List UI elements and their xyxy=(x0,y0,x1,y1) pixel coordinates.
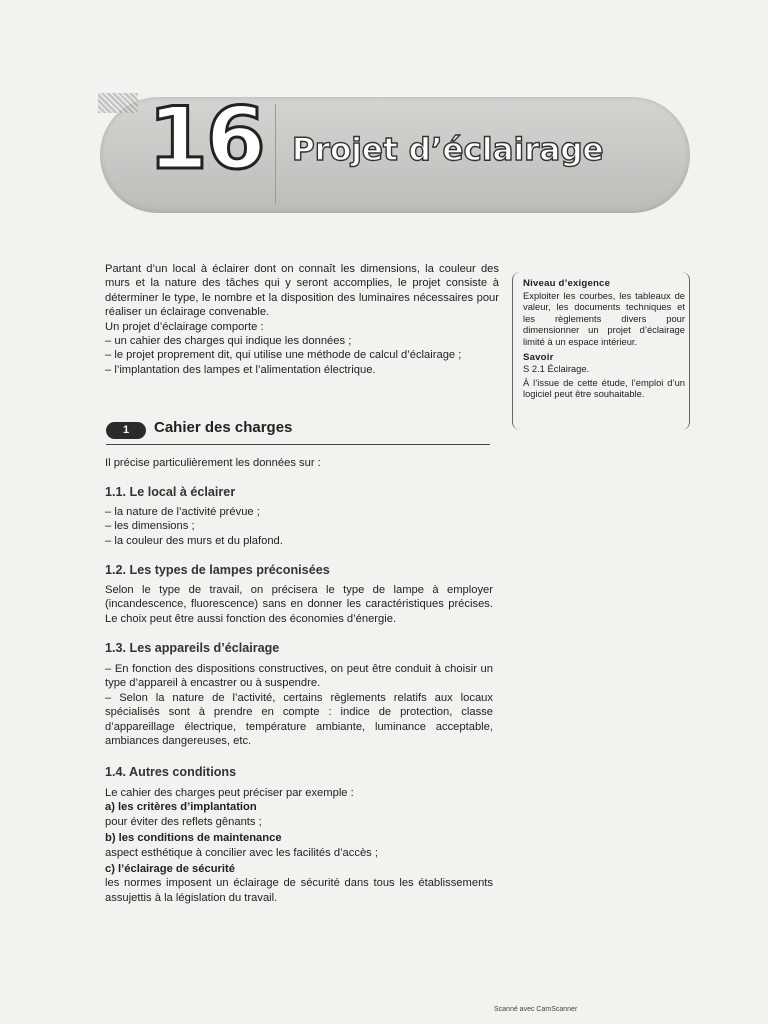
safety-label: c) l’éclairage de sécurité xyxy=(105,863,235,876)
knowledge-heading: Savoir xyxy=(523,351,554,363)
section-title: Cahier des charges xyxy=(154,419,293,436)
other-conditions-block xyxy=(105,786,493,905)
subheading-1-4: 1.4. Autres conditions xyxy=(105,765,237,779)
subheading-1-2: 1.2. Les types de lampes préconisées xyxy=(105,563,330,577)
subheading-1-3: 1.3. Les appareils d’éclairage xyxy=(105,641,280,655)
list-item: – En fonction des dispositions constructives, on peut être conduit à choisir un type d’appareil à encastrer ou à suspendre. xyxy=(105,662,493,691)
safety-text: les normes imposent un éclairage de sécurité dans tous les établissements assujettis à la législation du travail. xyxy=(105,877,493,904)
maintenance-text: aspect esthétique à concilier avec les facilités d’accès ; xyxy=(105,846,378,859)
scanner-footer: Scanné avec CamScanner xyxy=(494,1006,578,1013)
local-list xyxy=(105,505,493,548)
knowledge-note: À l’issue de cette étude, l’emploi d’un logiciel peut être souhaitable. xyxy=(523,376,685,400)
criteria-text: pour éviter des reflets gênants ; xyxy=(105,815,262,828)
intro-list-lead: Un projet d’éclairage comporte : xyxy=(105,320,264,333)
list-item: – Selon la nature de l’activité, certains règlements relatifs aux locaux spécialisés sont à prendre en compte : indice de protection, classe d’appareillage électrique, température ambiante, luminance acceptable, ambiances dangereuses, etc. xyxy=(105,691,493,749)
maintenance-label: b) les conditions de maintenance xyxy=(105,832,282,845)
fixtures-list xyxy=(105,662,493,748)
other-conditions-intro: Le cahier des charges peut préciser par exemple : xyxy=(105,787,354,799)
knowledge-ref: S 2.1 Éclairage. xyxy=(523,363,590,375)
level-text: Exploiter les courbes, les tableaux de valeur, les documents techniques et les règlements divers pour dimensionner un projet d’éclairage limité à un espace intérieur. xyxy=(523,289,685,347)
section-number-badge: 1 xyxy=(106,422,146,439)
list-item: – l’implantation des lampes et l’alimentation électrique. xyxy=(105,363,499,377)
requirements-sidebox xyxy=(512,272,690,430)
chapter-number: 16 xyxy=(148,89,264,189)
subheading-1-1: 1.1. Le local à éclairer xyxy=(105,485,236,499)
section-intro: Il précise particulièrement les données sur : xyxy=(105,457,321,469)
section-heading xyxy=(106,418,490,445)
lamp-types-text: Selon le type de travail, on précisera le type de lampe à employer (incandescence, fluorescence) sans en donner les caractéristiques précises. Le choix peut être aussi fonction des économies d’énergie. xyxy=(105,584,493,625)
banner-divider xyxy=(275,104,276,204)
intro-list xyxy=(105,334,499,377)
level-heading: Niveau d’exigence xyxy=(523,278,611,289)
intro-paragraph: Partant d’un local à éclairer dont on connaît les dimensions, la couleur des murs et la nature des tâches qui y seront accomplies, le projet consiste à déterminer le type, le nombre et la disposition des luminaires nécessaires pour réaliser un éclairage convenable. xyxy=(105,263,499,319)
list-item: – le projet proprement dit, qui utilise une méthode de calcul d’éclairage ; xyxy=(105,348,499,362)
list-item: – un cahier des charges qui indique les données ; xyxy=(105,334,499,348)
banner-corner-decoration xyxy=(98,93,138,113)
list-item: – la couleur des murs et du plafond. xyxy=(105,534,493,548)
list-item: – la nature de l’activité prévue ; xyxy=(105,505,493,519)
chapter-title: Projet d’éclairage xyxy=(292,132,604,168)
list-item: – les dimensions ; xyxy=(105,519,493,533)
criteria-label: a) les critères d’implantation xyxy=(105,801,257,814)
intro-block xyxy=(105,262,499,377)
local-list-block xyxy=(105,505,493,548)
fixtures-block xyxy=(105,662,493,748)
